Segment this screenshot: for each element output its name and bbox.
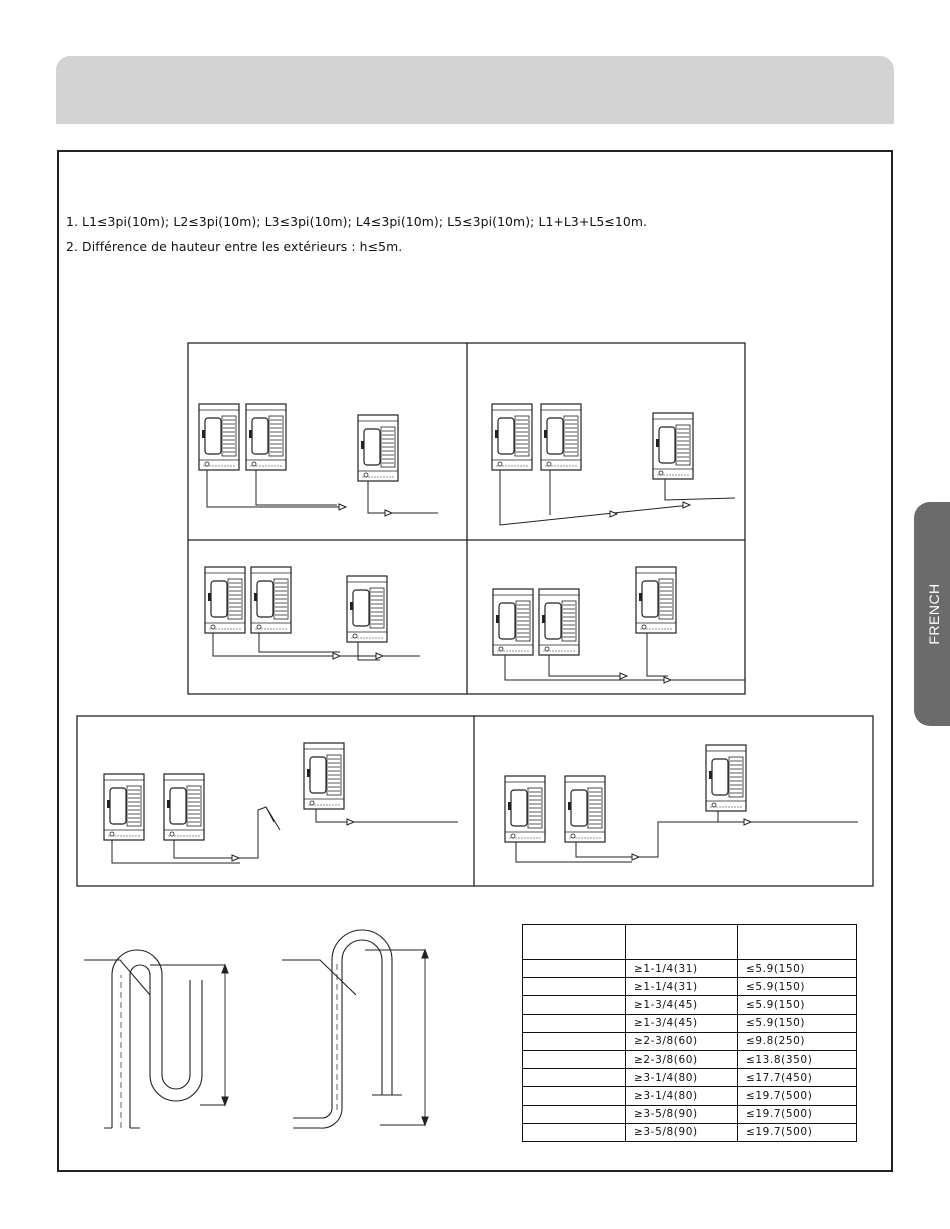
table-cell: ≤5.9(150) bbox=[738, 996, 857, 1014]
note-length-limits: 1. L1≤3pi(10m); L2≤3pi(10m); L3≤3pi(10m); L4≤3pi(10m); L5≤3pi(10m); L1+L3+L5≤10m. bbox=[66, 214, 648, 229]
table-row bbox=[523, 1014, 857, 1032]
diagram-panel-c bbox=[205, 567, 420, 660]
table-cell: ≥3-5/8(90) bbox=[626, 1123, 738, 1141]
table-cell: ≥3-5/8(90) bbox=[626, 1105, 738, 1123]
table-cell bbox=[523, 1032, 626, 1050]
diagram-panel-f bbox=[505, 745, 858, 862]
diagram-panel-b bbox=[492, 404, 735, 525]
table-cell bbox=[523, 1069, 626, 1087]
table-cell: ≤5.9(150) bbox=[738, 1014, 857, 1032]
table-header-cell bbox=[738, 925, 857, 960]
table-row bbox=[523, 1050, 857, 1068]
table-cell bbox=[523, 1050, 626, 1068]
table-cell: ≤19.7(500) bbox=[738, 1087, 857, 1105]
table-cell: ≤5.9(150) bbox=[738, 978, 857, 996]
diagram-grid-upper bbox=[188, 343, 745, 694]
note-height-difference: 2. Différence de hauteur entre les extérieurs : h≤5m. bbox=[66, 239, 403, 254]
table-row bbox=[523, 996, 857, 1014]
diagram-panel-a bbox=[199, 404, 438, 516]
table-row bbox=[523, 1105, 857, 1123]
table-cell bbox=[523, 1014, 626, 1032]
pipe-size-table bbox=[522, 924, 857, 1142]
table-row bbox=[523, 1123, 857, 1141]
language-tab-label: FRENCH bbox=[926, 583, 942, 645]
table-row bbox=[523, 1087, 857, 1105]
table-cell bbox=[523, 978, 626, 996]
table-header-cell bbox=[626, 925, 738, 960]
table-cell: ≥3-1/4(80) bbox=[626, 1087, 738, 1105]
table-cell bbox=[523, 996, 626, 1014]
table-cell: ≥3-1/4(80) bbox=[626, 1069, 738, 1087]
table-cell: ≥1-3/4(45) bbox=[626, 1014, 738, 1032]
table-cell bbox=[523, 1087, 626, 1105]
table-cell: ≤19.7(500) bbox=[738, 1105, 857, 1123]
oil-trap-drawing-2 bbox=[282, 930, 428, 1128]
table-row bbox=[523, 978, 857, 996]
table-cell: ≥2-3/8(60) bbox=[626, 1032, 738, 1050]
diagram-panel-e bbox=[104, 743, 458, 863]
table-row bbox=[523, 960, 857, 978]
table-header-row bbox=[523, 925, 857, 960]
table-cell bbox=[523, 1105, 626, 1123]
diagram-panel-d bbox=[493, 567, 745, 683]
table-cell: ≥2-3/8(60) bbox=[626, 1050, 738, 1068]
table-row bbox=[523, 1069, 857, 1087]
table-cell bbox=[523, 1123, 626, 1141]
table-row bbox=[523, 1032, 857, 1050]
table-cell: ≥1-3/4(45) bbox=[626, 996, 738, 1014]
table-header-cell bbox=[523, 925, 626, 960]
table-cell: ≤17.7(450) bbox=[738, 1069, 857, 1087]
table-cell: ≥1-1/4(31) bbox=[626, 978, 738, 996]
table-cell: ≥1-1/4(31) bbox=[626, 960, 738, 978]
table-cell: ≤13.8(350) bbox=[738, 1050, 857, 1068]
table-cell: ≤19.7(500) bbox=[738, 1123, 857, 1141]
table-cell: ≤5.9(150) bbox=[738, 960, 857, 978]
oil-trap-drawing-1 bbox=[84, 950, 228, 1128]
table-cell: ≤9.8(250) bbox=[738, 1032, 857, 1050]
table-cell bbox=[523, 960, 626, 978]
